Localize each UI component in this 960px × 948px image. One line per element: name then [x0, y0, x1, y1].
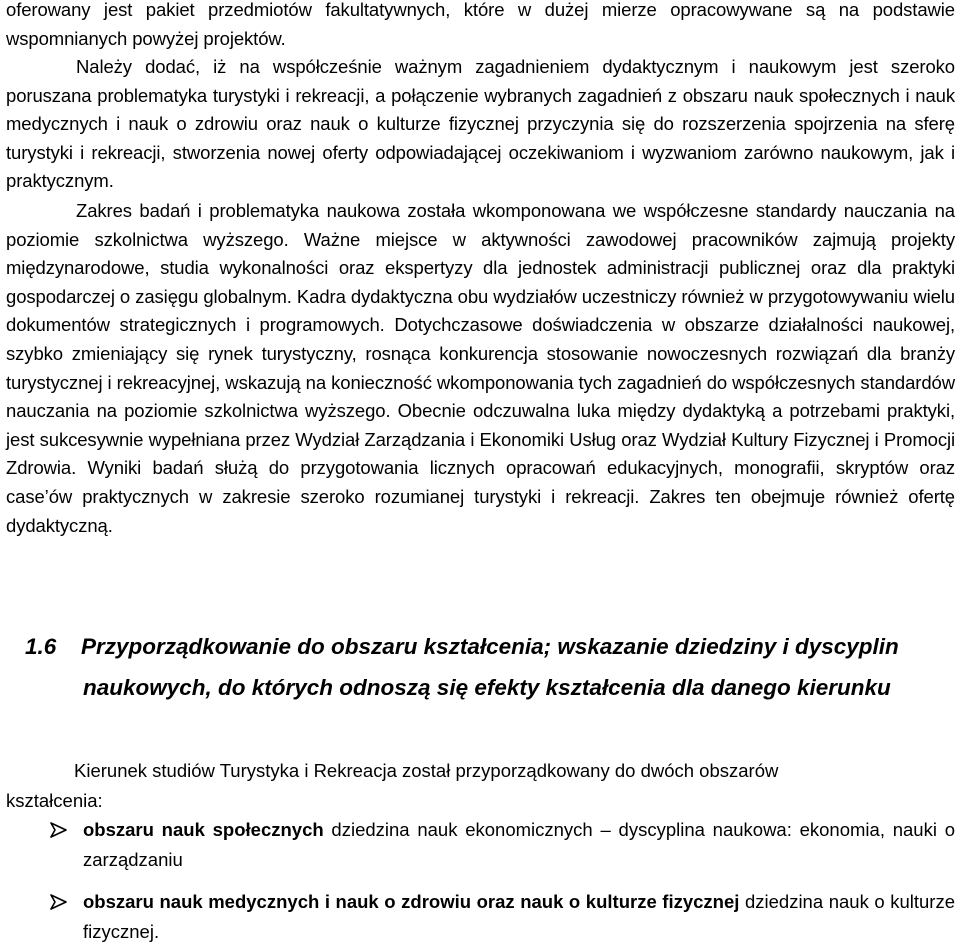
arrow-bullet-icon	[50, 822, 67, 838]
paragraph-research-scope: Zakres badań i problematyka naukowa została wkomponowana we współczesne standardy nauczania na poziomie szkolnictwa wyższego. Ważne miejsce w aktywności zawodowej pracowników zajmują projekty międzynarodowe, studia wykonalności oraz ekspertyzy dla jednostek administracji publicznej oraz dla praktyki gospodarczej o zasięgu globalnym. Kadra dydaktyczna obu wydziałów uczestniczy również w przygotowywaniu wielu dokumentów strategicznych i programowych. Dotychczasowe doświadczenia w obszarze działalności naukowej, szybko zmieniający się rynek turystyczny, rosnąca konkurencja stosowanie nowoczesnych rozwiązań dla branży turystycznej i rekreacyjnej, wskazują na konieczność wkomponowania tych zagadnień do współczesnych standardów nauczania na poziomie szkolnictwa wyższego. Obecnie odczuwalna luka między dydaktyką a potrzebami praktyki, jest sukcesywnie wypełniana przez Wydział Zarządzania i Ekonomiki Usług oraz Wydział Kultury Fizycznej i Promocji Zdrowia. Wyniki badań służą do przygotowania licznych opracowań edukacyjnych, monografii, skryptów oraz case’ów praktycznych w zakresie szeroko rozumianej turystyki i rekreacji. Zakres ten obejmuje również ofertę dydaktyczną.	[6, 200, 955, 536]
list-item-detail: dziedzina nauk ekonomicznych – dyscyplina naukowa: ekonomia, nauki o zarządzaniu	[83, 819, 955, 870]
section-title-line-1: Przyporządkowanie do obszaru kształcenia; wskazanie dziedziny i dyscyplin	[81, 634, 899, 659]
list-item-area: obszaru nauk medycznych i nauk o zdrowiu oraz nauk o kulturze fizycznej	[83, 891, 740, 912]
arrow-bullet-icon	[50, 894, 67, 910]
section-number: 1.6	[25, 634, 57, 659]
list-item-detail: dziedzina nauk o kulturze fizycznej.	[83, 891, 956, 942]
section-heading	[25, 626, 960, 708]
assignment-intro-line-2: kształcenia:	[6, 790, 103, 811]
section-title-line-2: naukowych, do których odnoszą się efekty kształcenia dla danego kierunku	[83, 675, 891, 700]
list-item	[50, 887, 955, 946]
list-item-area: obszaru nauk społecznych	[83, 819, 324, 840]
paragraph-tourism-problematics: Należy dodać, iż na współcześnie ważnym zagadnieniem dydaktycznym i naukowym jest szeroko poruszana problematyka turystyki i rekreacji, a połączenie wybranych zagadnień z obszaru nauk społecznych i nauk medycznych i nauk o zdrowiu oraz nauk o kulturze fizycznej przyczynia się do rozszerzenia spojrzenia na sferę turystyki i rekreacji, stworzenia nowej oferty odpowiadającej oczekiwaniom i wyzwaniom zarówno naukowym, jak i praktycznym.	[6, 56, 955, 192]
paragraph-continuation: oferowany jest pakiet przedmiotów fakultatywnych, które w dużej mierze opracowywane są na podstawie wspomnianych powyżej projektów.	[6, 0, 955, 49]
list-item	[50, 815, 955, 874]
assignment-list	[50, 815, 955, 946]
assignment-intro-line-1: Kierunek studiów Turystyka i Rekreacja został przyporządkowany do dwóch obszarów	[74, 760, 779, 781]
assignment-intro	[6, 756, 955, 816]
